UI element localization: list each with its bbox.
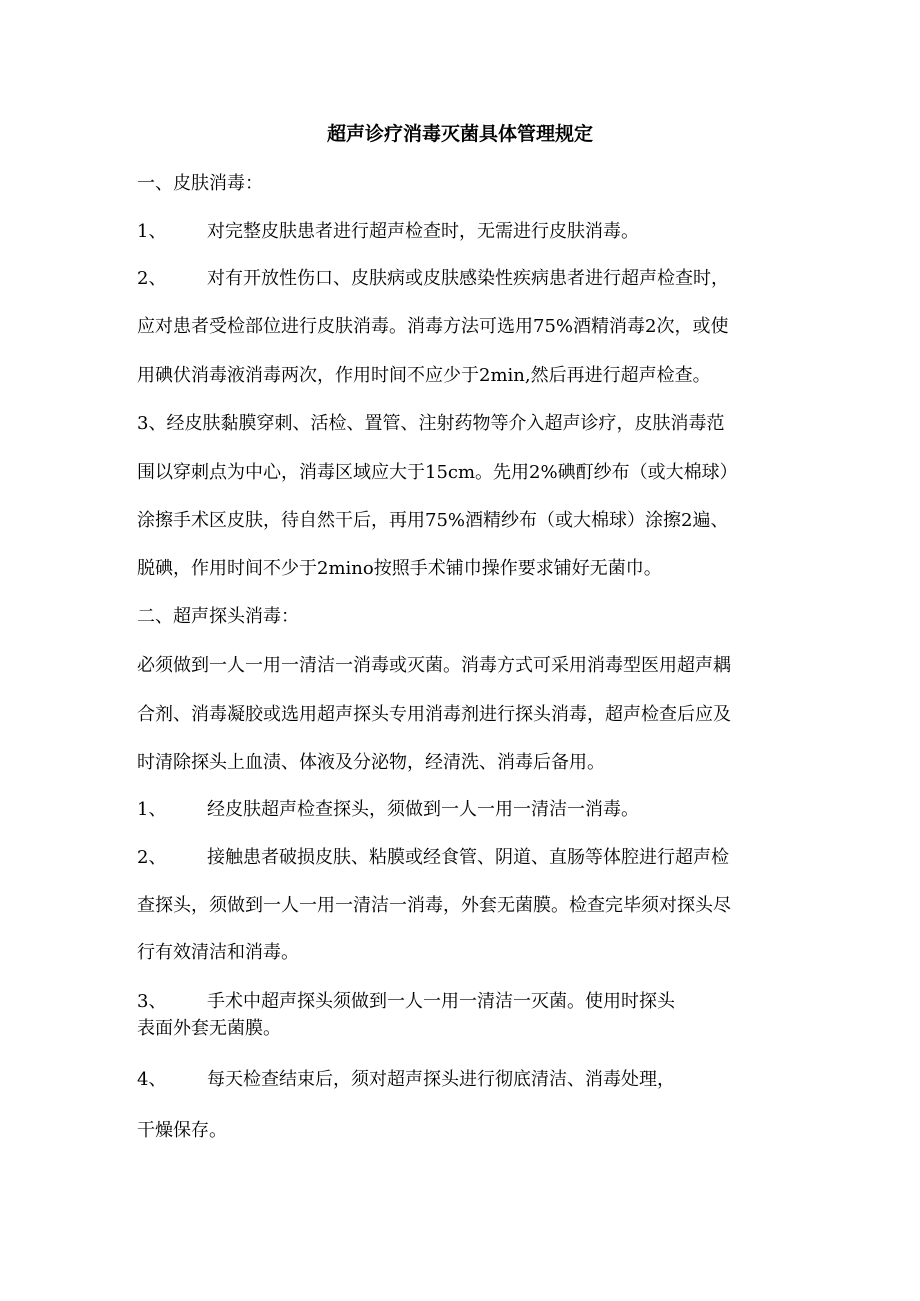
section-1-item-2: [137, 267, 729, 291]
item-number: 1、: [137, 221, 167, 242]
section-2-item-1: [137, 798, 639, 822]
section-2-item-2: [137, 846, 729, 870]
item-number: 2、: [137, 847, 167, 868]
section-1-item-1: [137, 220, 639, 244]
item-text: 对完整皮肤患者进行超声检查时，无需进行皮肤消毒。: [207, 221, 639, 242]
item-number: 1、: [137, 799, 167, 820]
document-title: 超声诊疗消毒灭菌具体管理规定: [326, 123, 593, 145]
section-2-item-2-cont-1: 查探头，须做到一人一用一清洁一消毒，外套无菌膜。检查完毕须对探头尽: [137, 895, 731, 916]
section-2-intro-3: 时清除探头上血渍、体液及分泌物，经清洗、消毒后备用。: [137, 752, 605, 773]
item-text: 对有开放性伤口、皮肤病或皮肤感染性疾病患者进行超声检查时，: [207, 268, 729, 289]
section-1-item-2-cont-1: 应对患者受检部位进行皮肤消毒。消毒方法可选用75%酒精消毒2次，或使: [137, 316, 729, 337]
item-text: 手术中超声探头须做到一人一用一清洁一灭菌。使用时探头: [207, 991, 675, 1012]
section-2-item-4: [137, 1068, 675, 1092]
section-1-item-3-cont-1: 围以穿刺点为中心，消毒区域应大于15cm。先用2%碘酊纱布（或大棉球）: [137, 462, 738, 483]
section-1-item-3: 3、经皮肤黏膜穿刺、活检、置管、注射药物等介入超声诊疗，皮肤消毒范: [137, 413, 725, 434]
section-1-item-2-cont-2: 用碘伏消毒液消毒两次，作用时间不应少于2min,然后再进行超声检查。: [137, 365, 711, 386]
section-1-item-3-cont-2: 涂擦手术区皮肤，待自然干后，再用75%酒精纱布（或大棉球）涂擦2遍、: [137, 510, 729, 531]
section-2-intro-1: 必须做到一人一用一清洁一消毒或灭菌。消毒方式可采用消毒型医用超声耦: [137, 655, 731, 676]
item-number: 2、: [137, 268, 167, 289]
item-text: 接触患者破损皮肤、粘膜或经食管、阴道、直肠等体腔进行超声检: [207, 847, 729, 868]
section-1-heading: 一、皮肤消毒：: [137, 173, 263, 194]
section-2-item-3: [137, 990, 675, 1014]
item-number: 4、: [137, 1069, 167, 1090]
item-text: 每天检查结束后，须对超声探头进行彻底清洁、消毒处理，: [207, 1069, 675, 1090]
section-2-item-2-cont-2: 行有效清洁和消毒。: [137, 942, 299, 963]
item-number: 3、: [137, 991, 167, 1012]
section-2-item-4-cont-1: 干燥保存。: [137, 1120, 227, 1141]
section-2-item-3-cont-1: 表面外套无菌膜。: [137, 1018, 281, 1039]
section-2-intro-2: 合剂、消毒凝胶或选用超声探头专用消毒剂进行探头消毒，超声检查后应及: [137, 704, 731, 725]
section-1-item-3-cont-3: 脱碘，作用时间不少于2mino按照手术铺巾操作要求铺好无菌巾。: [137, 558, 662, 579]
item-text: 经皮肤超声检查探头，须做到一人一用一清洁一消毒。: [207, 799, 639, 820]
section-2-heading: 二、超声探头消毒：: [137, 606, 299, 627]
